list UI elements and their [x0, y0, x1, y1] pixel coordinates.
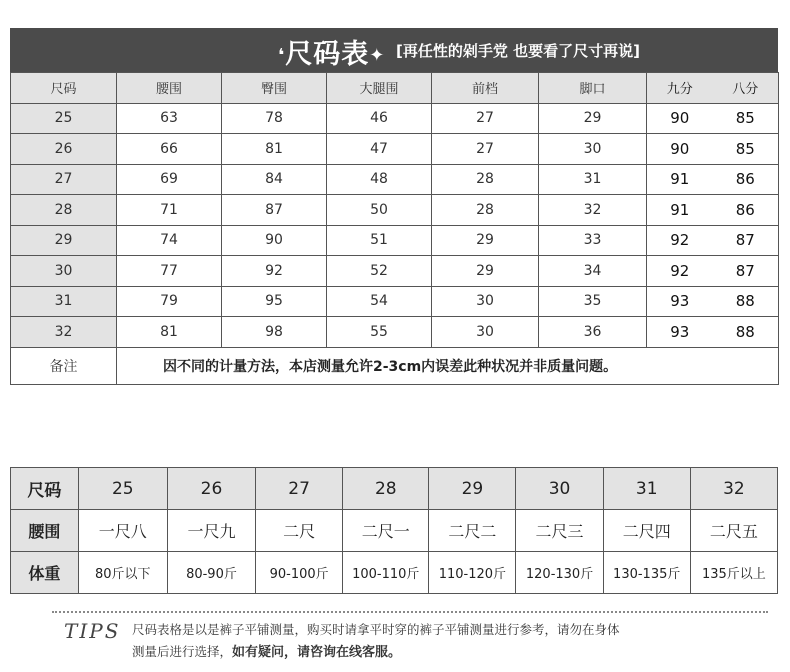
- measure-cell: 84: [222, 164, 327, 195]
- nine-tenths-value: 90: [670, 109, 690, 128]
- weight-value-cell: 110-120斤: [429, 552, 516, 594]
- measure-cell: 79: [117, 286, 222, 317]
- size-value-cell: 26: [167, 468, 255, 510]
- measure-cell: 81: [117, 317, 222, 348]
- measure-cell: 55: [327, 317, 432, 348]
- eight-tenths-value: 87: [735, 261, 755, 280]
- waist-value-cell: 二尺四: [603, 510, 690, 552]
- eight-tenths-value: 86: [735, 170, 755, 189]
- size-value-cell: 32: [690, 468, 777, 510]
- measure-cell: 52: [327, 256, 432, 287]
- table-row: [11, 164, 779, 195]
- weight-label: 体重: [11, 552, 79, 594]
- nine-tenths-value: 91: [670, 170, 690, 189]
- tips-line-1: 尺码表格是以是裤子平铺测量，购买时请拿平时穿的裤子平铺测量进行参考，请勿在身体: [132, 622, 620, 637]
- size-row: [11, 468, 778, 510]
- length-cell: [647, 286, 779, 317]
- note-label: 备注: [11, 347, 117, 384]
- size-chart-header-row: [11, 73, 779, 104]
- weight-value-cell: 120-130斤: [516, 552, 603, 594]
- size-cell: 26: [11, 134, 117, 165]
- header-cell: 大腿围: [327, 73, 432, 104]
- measure-cell: 32: [539, 195, 647, 226]
- table-row: [11, 195, 779, 226]
- table-row: [11, 103, 779, 134]
- measure-cell: 35: [539, 286, 647, 317]
- measure-cell: 47: [327, 134, 432, 165]
- measure-cell: 27: [432, 134, 539, 165]
- size-chart-title: ❛尺码表✦: [278, 39, 386, 70]
- waist-value-cell: 二尺: [256, 510, 343, 552]
- size-cell: 27: [11, 164, 117, 195]
- measure-cell: 28: [432, 195, 539, 226]
- size-weight-table: [10, 467, 778, 594]
- size-chart-grid: [10, 72, 779, 385]
- waist-value-cell: 二尺二: [429, 510, 516, 552]
- weight-value-cell: 130-135斤: [603, 552, 690, 594]
- size-value-cell: 25: [78, 468, 167, 510]
- weight-row: [11, 552, 778, 594]
- measure-cell: 78: [222, 103, 327, 134]
- tips-divider: [52, 611, 768, 613]
- weight-value-cell: 135斤以上: [690, 552, 777, 594]
- measure-cell: 31: [539, 164, 647, 195]
- size-value-cell: 27: [256, 468, 343, 510]
- eight-tenths-value: 87: [735, 231, 755, 250]
- measure-cell: 54: [327, 286, 432, 317]
- eight-tenths-value: 88: [735, 292, 755, 311]
- measure-cell: 90: [222, 225, 327, 256]
- length-cell: [647, 225, 779, 256]
- length-cell: [647, 256, 779, 287]
- size-cell: 29: [11, 225, 117, 256]
- header-cell: 脚口: [539, 73, 647, 104]
- header-cell: 尺码: [11, 73, 117, 104]
- measure-cell: 69: [117, 164, 222, 195]
- measure-cell: 98: [222, 317, 327, 348]
- table-row: [11, 225, 779, 256]
- nine-tenths-value: 92: [670, 231, 690, 250]
- size-chart-table: [10, 28, 778, 385]
- measure-cell: 48: [327, 164, 432, 195]
- size-cell: 32: [11, 317, 117, 348]
- measure-cell: 27: [432, 103, 539, 134]
- measure-cell: 28: [432, 164, 539, 195]
- measure-cell: 30: [539, 134, 647, 165]
- measure-cell: 29: [432, 225, 539, 256]
- header-cell: 前档: [432, 73, 539, 104]
- size-value-cell: 31: [603, 468, 690, 510]
- measure-cell: 29: [539, 103, 647, 134]
- measure-cell: 71: [117, 195, 222, 226]
- measure-cell: 81: [222, 134, 327, 165]
- header-cell: 腰围: [117, 73, 222, 104]
- length-cell: [647, 317, 779, 348]
- sparkle-left-icon: ❛: [278, 45, 286, 66]
- table-row: [11, 317, 779, 348]
- measure-cell: 33: [539, 225, 647, 256]
- size-chart-subtitle: [再任性的剁手党 也要看了尺寸再说]: [396, 42, 640, 60]
- size-chart-header: [10, 28, 778, 72]
- header-cell: 臀围: [222, 73, 327, 104]
- size-cell: 28: [11, 195, 117, 226]
- waist-value-cell: 二尺三: [516, 510, 603, 552]
- size-value-cell: 28: [343, 468, 429, 510]
- length-header-cell: 九分 八分: [647, 73, 779, 104]
- tips-line-2: 测量后进行选择，如有疑问，请咨询在线客服。: [132, 644, 402, 660]
- waist-value-cell: 二尺五: [690, 510, 777, 552]
- nine-tenths-value: 93: [670, 322, 690, 341]
- tips-label: TIPS: [64, 619, 121, 643]
- waist-value-cell: 二尺一: [343, 510, 429, 552]
- waist-value-cell: 一尺九: [167, 510, 255, 552]
- note-row: [11, 347, 779, 384]
- eight-tenths-value: 86: [735, 200, 755, 219]
- eight-tenths-value: 85: [735, 139, 755, 158]
- table-row: [11, 286, 779, 317]
- measure-cell: 29: [432, 256, 539, 287]
- length-cell: [647, 103, 779, 134]
- weight-value-cell: 80-90斤: [167, 552, 255, 594]
- measure-cell: 87: [222, 195, 327, 226]
- size-cell: 30: [11, 256, 117, 287]
- measure-cell: 66: [117, 134, 222, 165]
- measure-cell: 30: [432, 286, 539, 317]
- length-cell: [647, 164, 779, 195]
- eight-tenths-value: 85: [735, 109, 755, 128]
- measure-cell: 92: [222, 256, 327, 287]
- measure-cell: 30: [432, 317, 539, 348]
- sparkle-right-icon: ✦: [369, 45, 386, 66]
- table-row: [11, 256, 779, 287]
- waist-value-cell: 一尺八: [78, 510, 167, 552]
- size-weight-grid: [10, 467, 778, 594]
- weight-value-cell: 80斤以下: [78, 552, 167, 594]
- length-cell: [647, 134, 779, 165]
- measure-cell: 34: [539, 256, 647, 287]
- nine-tenths-value: 92: [670, 261, 690, 280]
- weight-value-cell: 100-110斤: [343, 552, 429, 594]
- measure-cell: 63: [117, 103, 222, 134]
- measure-cell: 74: [117, 225, 222, 256]
- eight-tenths-value: 88: [735, 322, 755, 341]
- measure-cell: 36: [539, 317, 647, 348]
- measure-cell: 46: [327, 103, 432, 134]
- size-label: 尺码: [11, 468, 79, 510]
- nine-tenths-value: 90: [670, 139, 690, 158]
- length-cell: [647, 195, 779, 226]
- weight-value-cell: 90-100斤: [256, 552, 343, 594]
- nine-tenths-value: 93: [670, 292, 690, 311]
- table-row: [11, 134, 779, 165]
- note-text: 因不同的计量方法，本店测量允许2-3cm内误差此种状况并非质量问题。: [117, 347, 779, 384]
- size-value-cell: 29: [429, 468, 516, 510]
- size-value-cell: 30: [516, 468, 603, 510]
- measure-cell: 77: [117, 256, 222, 287]
- waist-row: [11, 510, 778, 552]
- tips-text: [132, 619, 772, 664]
- measure-cell: 50: [327, 195, 432, 226]
- size-cell: 31: [11, 286, 117, 317]
- size-cell: 25: [11, 103, 117, 134]
- measure-cell: 95: [222, 286, 327, 317]
- measure-cell: 51: [327, 225, 432, 256]
- waist-label: 腰围: [11, 510, 79, 552]
- nine-tenths-value: 91: [670, 200, 690, 219]
